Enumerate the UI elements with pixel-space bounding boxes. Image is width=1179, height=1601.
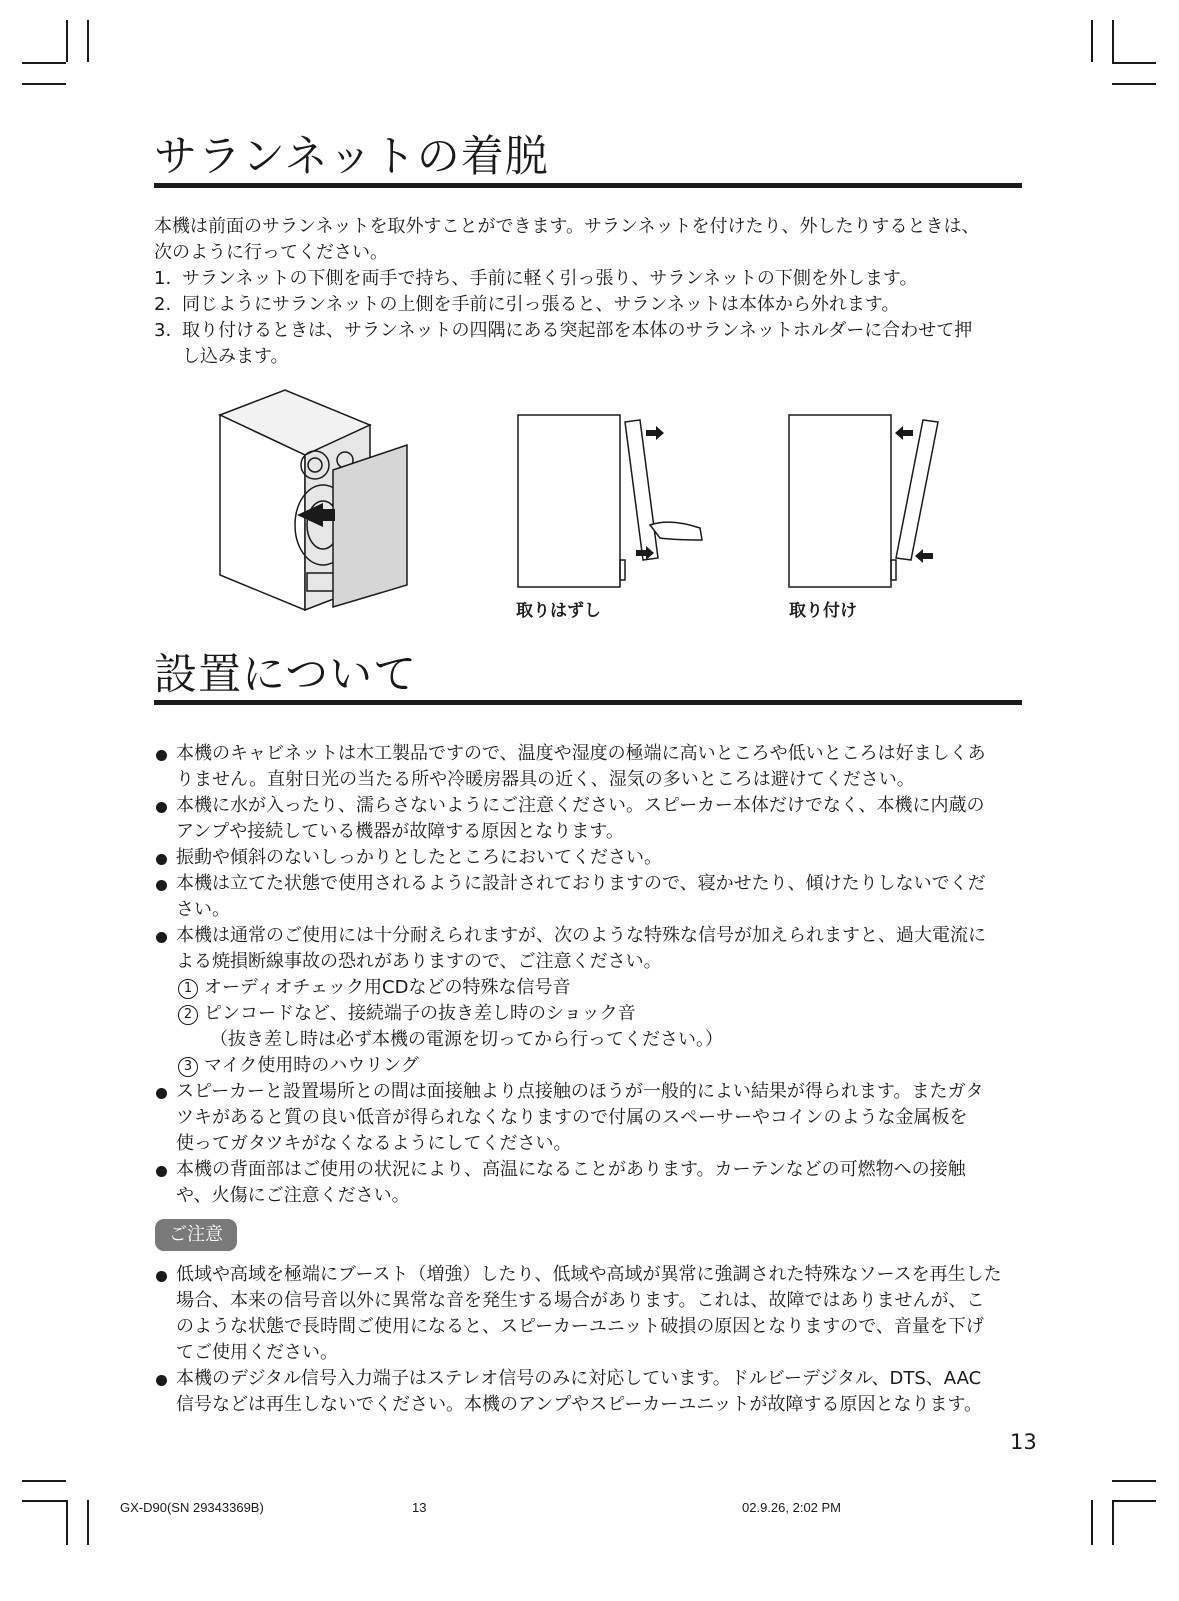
installation-list	[154, 741, 1024, 1209]
remove-illustration	[510, 410, 720, 595]
list-item: 2 ピンコードなど、接続端子の抜き差し時のショック音	[154, 1001, 1024, 1027]
attach-illustration	[783, 410, 953, 595]
sub-list	[154, 975, 1024, 1079]
list-item: 1. サランネットの下側を両手で持ち、手前に軽く引っ張り、サランネットの下側を外します。	[154, 268, 918, 289]
section-title-installation: 設置について	[154, 650, 418, 700]
list-item: 本機の背面部はご使用の状況により、高温になることがあります。カーテンなどの可燃物への接触 や、火傷にご注意ください。	[154, 1157, 1024, 1209]
page-number: 13	[1010, 1430, 1037, 1454]
intro-paragraph: 本機は前面のサランネットを取外すことができます。サランネットを付けたり、外したりするときは、 次のように行ってください。	[154, 216, 980, 263]
list-item: 本機は立てた状態で使用されるように設計されておりますので、寝かせたり、傾けたりしないでくだ さい。	[154, 871, 1024, 923]
speaker-illustration	[215, 385, 425, 615]
list-item: 本機のキャビネットは木工製品ですので、温度や湿度の極端に高いところや低いところは好ましくあ りません。直射日光の当たる所や冷暖房器具の近く、湿気の多いところは避けてください。	[154, 741, 1024, 793]
list-item: 2. 同じようにサランネットの上側を手前に引っ張ると、サランネットは本体から外れます。	[154, 294, 900, 315]
title-underline	[154, 700, 1022, 705]
list-item: 振動や傾斜のないしっかりとしたところにおいてください。	[154, 845, 1024, 871]
list-item: 3 マイク使用時のハウリング	[154, 1053, 1024, 1079]
list-item: 本機は通常のご使用には十分耐えられますが、次のような特殊な信号が加えられますと、過大電流に よる焼損断線事故の恐れがありますので、ご注意ください。	[154, 923, 1024, 975]
footer-center: 13	[412, 1500, 427, 1515]
list-item: スピーカーと設置場所との間は面接触より点接触のほうが一般的によい結果が得られます。またガタ ツキがあると質の良い低音が得られなくなりますので付属のスペーサーやコインのような金属板を 使ってガタツキがなくなるようにしてください。	[154, 1079, 1024, 1157]
list-item: 低域や高域を極端にブースト（増強）したり、低域や高域が異常に強調された特殊なソースを再生した 場合、本来の信号音以外に異常な音を発生する場合があります。これは、故障ではありませんが、こ のような状態で長時間ご使用になると、スピーカーユニット破損の原因となりますので、音量を下げ てご使用ください。	[154, 1262, 1024, 1366]
footer-right: 02.9.26, 2:02 PM	[742, 1500, 842, 1515]
list-item: 本機のデジタル信号入力端子はステレオ信号のみに対応しています。ドルビーデジタル、DTS、AAC 信号などは再生しないでください。本機のアンプやスピーカーユニットが故障する原因となります。	[154, 1366, 1024, 1418]
section-title-grille: サランネットの着脱	[154, 132, 549, 182]
sub-note: （抜き差し時は必ず本機の電源を切ってから行ってください。）	[210, 1029, 723, 1050]
list-item: 1 オーディオチェック用CDなどの特殊な信号音	[154, 975, 1024, 1001]
list-item: 本機に水が入ったり、濡らさないようにご注意ください。スピーカー本体だけでなく、本機に内蔵の アンプや接続している機器が故障する原因となります。	[154, 793, 1024, 845]
caption-attach: 取り付け	[789, 601, 857, 621]
caption-remove: 取りはずし	[516, 601, 601, 621]
footer-left: GX-D90(SN 29343369B)	[120, 1500, 264, 1515]
step-list	[154, 266, 1024, 370]
caution-list	[154, 1262, 1024, 1418]
caution-badge: ご注意	[155, 1219, 237, 1251]
list-item: 3. 取り付けるときは、サランネットの四隅にある突起部を本体のサランネットホルダーに合わせて押 し込みます。	[154, 320, 973, 367]
title-underline	[154, 183, 1022, 188]
